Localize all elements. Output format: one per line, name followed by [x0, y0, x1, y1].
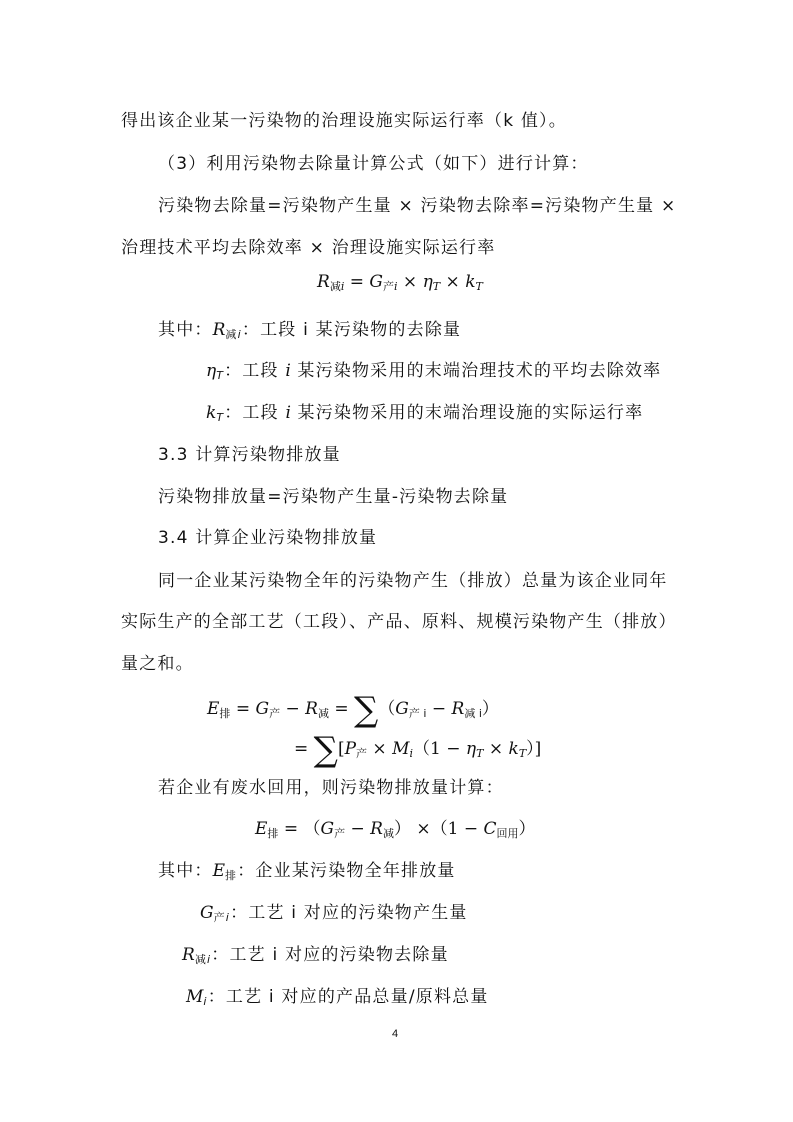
paragraph-step-3: （3）利用污染物去除量计算公式（如下）进行计算： [158, 154, 589, 174]
definition-e: 其中：$E_排$：企业某污染物全年排放量 [158, 861, 456, 882]
equation-emission-1: $E_排 = G_产 - R_减 = \sum(G_产$ $_i - R_减$ $_i$） [207, 690, 499, 730]
paragraph-removal-formula-1: 污染物去除量=污染物产生量 × 污染物去除率=污染物产生量 × [158, 196, 677, 216]
definition-r: 其中：$R_减i$：工段 i 某污染物的去除量 [158, 320, 462, 341]
paragraph-removal-formula-2: 治理技术平均去除效率 × 治理设施实际运行率 [121, 238, 496, 258]
paragraph-total-3: 量之和。 [121, 654, 194, 674]
page-number: 4 [392, 1028, 399, 1040]
definition-g: $G_产i$：工艺 i 对应的污染物产生量 [200, 903, 468, 924]
heading-3-4: 3.4 计算企业污染物排放量 [158, 528, 378, 548]
paragraph-total-1: 同一企业某污染物全年的污染物产生（排放）总量为该企业同年 [158, 571, 668, 591]
definition-r-process: $R_减i$：工艺 i 对应的污染物去除量 [182, 945, 449, 966]
heading-3-3: 3.3 计算污染物排放量 [158, 445, 341, 465]
equation-removal: $R_减i = G_产i \times \eta T$ × kT [317, 272, 483, 293]
paragraph-reuse: 若企业有废水回用，则污染物排放量计算： [158, 778, 504, 798]
paragraph-emission: 污染物排放量=污染物产生量-污染物去除量 [158, 487, 509, 507]
definition-k: kT：工段 i 某污染物采用的末端治理设施的实际运行率 [206, 403, 644, 424]
paragraph-k-value: 得出该企业某一污染物的治理设施实际运行率（k 值）。 [121, 111, 567, 131]
definition-m: Mi：工艺 i 对应的产品总量/原料总量 [186, 987, 489, 1008]
equation-emission-2: = $\sum[P_产 \times Mi(1 - \eta T \times kT)]$ [294, 730, 542, 770]
equation-reuse: $E_排 = (G_产 - R_减) \times(1 - C_{回用})$ [255, 819, 536, 840]
definition-eta: ηT：工段 i 某污染物采用的末端治理技术的平均去除效率 [206, 361, 662, 382]
paragraph-total-2: 实际生产的全部工艺（工段）、产品、原料、规模污染物产生（排放） [121, 612, 677, 632]
